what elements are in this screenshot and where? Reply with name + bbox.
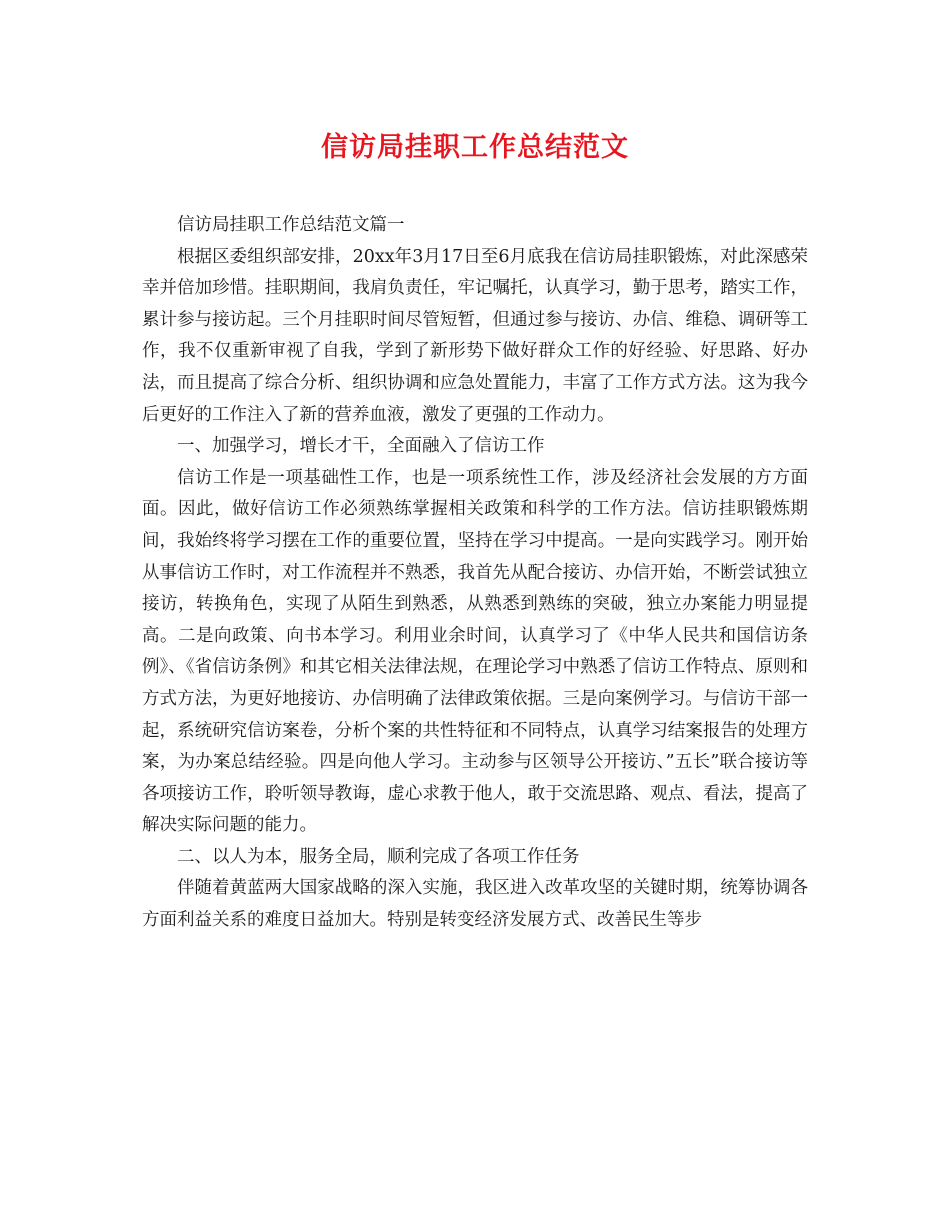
document-body [142,210,808,937]
paragraph-section-1: 信访工作是一项基础性工作，也是一项系统性工作，涉及经济社会发展的方方面面。因此，做好信访工作必须熟练掌握相关政策和科学的工作方法。信访挂职锻炼期间，我始终将学习摆在工作的重要位置，坚持在学习中提高。一是向实践学习。刚开始从事信访工作时，对工作流程并不熟悉，我首先从配合接访、办信开始，不断尝试独立接访，转换角色，实现了从陌生到熟悉，从熟悉到熟练的突破，独立办案能力明显提高。二是向政策、向书本学习。利用业余时间，认真学习了《中华人民共和国信访条例》、《省信访条例》和其它相关法律法规，在理论学习中熟悉了信访工作特点、原则和方式方法，为更好地接访、办信明确了法律政策依据。三是向案例学习。与信访干部一起，系统研究信访案卷，分析个案的共性特征和不同特点，认真学习结案报告的处理方案，为办案总结经验。四是向他人学习。主动参与区领导公开接访、”五长”联合接访等各项接访工作，聆听领导教诲，虚心求教于他人，敢于交流思路、观点、看法，提高了解决实际问题的能力。 [142,467,808,836]
section-heading-1: 一、加强学习，增长才干，全面融入了信访工作 [177,436,545,457]
section-heading-2: 二、以人为本，服务全局，顺利完成了各项工作任务 [177,846,580,867]
paragraph-intro: 根据区委组织部安排，20xx年3月17日至6月底我在信访局挂职锻炼，对此深感荣幸并倍加珍惜。挂职期间，我肩负责任，牢记嘱托，认真学习，勤于思考，踏实工作，累计参与接访起。三个月挂职时间尽管短暂，但通过参与接访、办信、维稳、调研等工作，我不仅重新审视了自我，学到了新形势下做好群众工作的好经验、好思路、好办法，而且提高了综合分析、组织协调和应急处置能力，丰富了工作方式方法。这为我今后更好的工作注入了新的营养血液，激发了更强的工作动力。 [142,246,808,425]
paragraph-subtitle: 信访局挂职工作总结范文篇一 [177,215,405,235]
document-title: 信访局挂职工作总结范文 [321,132,629,163]
paragraph-section-2: 伴随着黄蓝两大国家战略的深入实施，我区进入改革攻坚的关键时期，统筹协调各方面利益关系的难度日益加大。特别是转变经济发展方式、改善民生等步 [142,878,808,931]
document-page [142,128,808,937]
